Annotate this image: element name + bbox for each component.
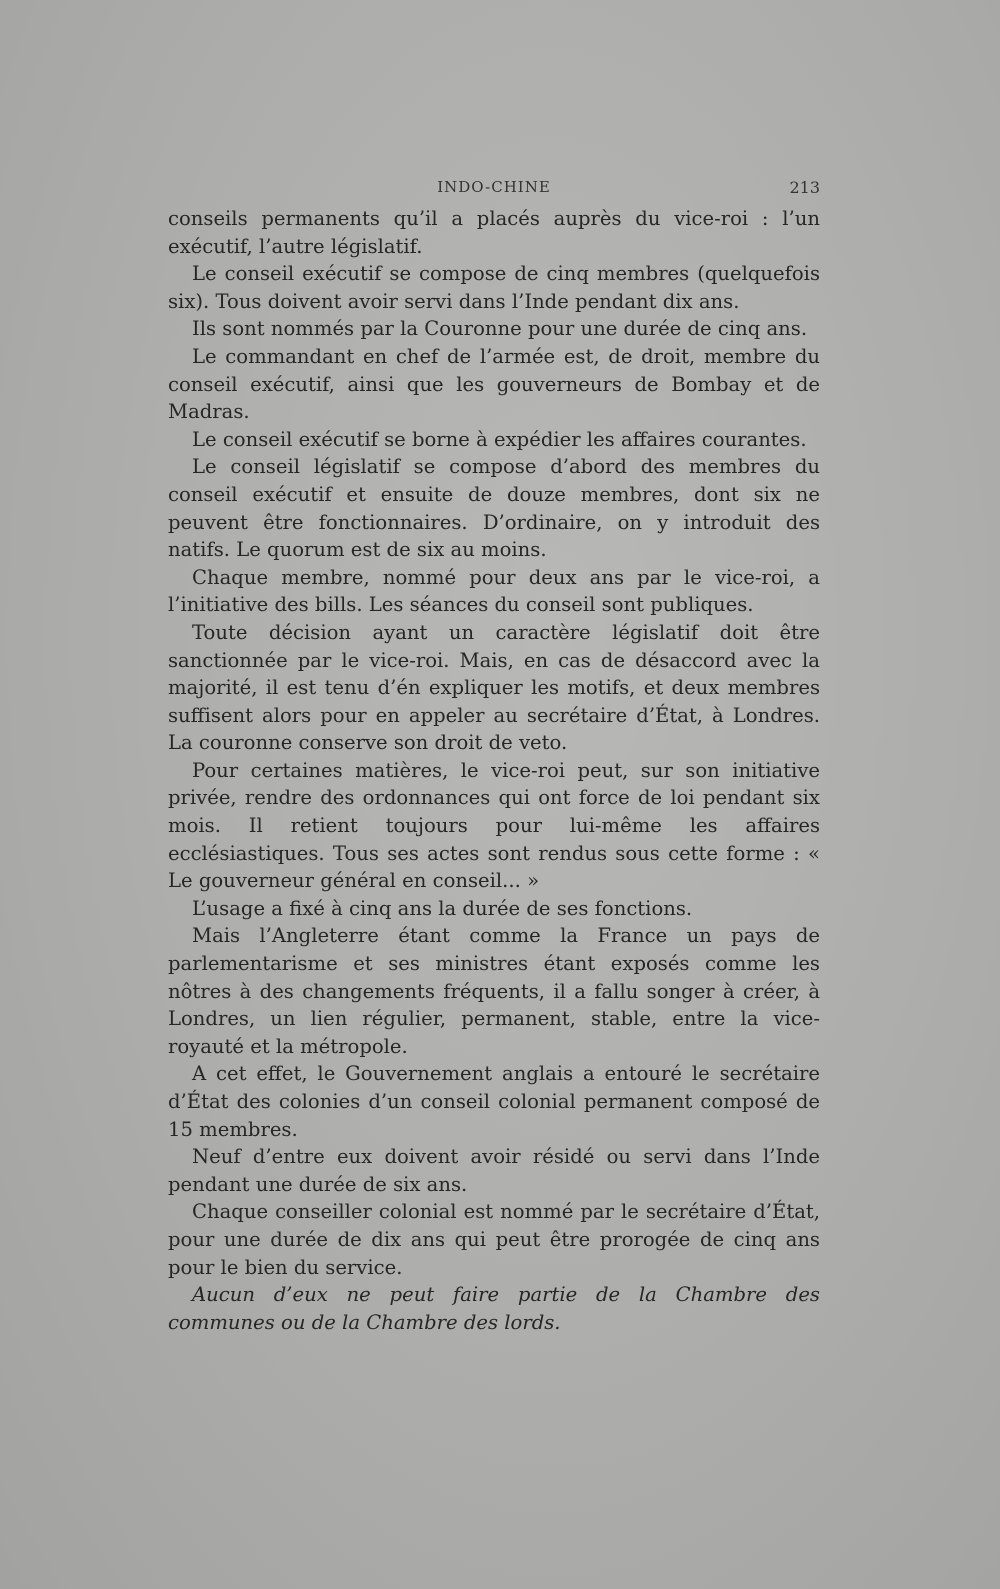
paragraph: Le conseil exécutif se borne à expédier les affaires courantes. (192, 427, 807, 451)
paragraph: Chaque conseiller colonial est nommé par le secrétaire d’État, pour une durée de dix ans qui peut être prorogée de cinq ans pour le bien du service. (168, 1200, 820, 1279)
paragraph: Le conseil exécutif se compose de cinq membres (quelquefois six). Tous doivent avoir servi dans l’Inde pendant dix ans. (168, 262, 820, 313)
paragraph: Le commandant en chef de l’armée est, de droit, membre du conseil exécutif, ainsi que les gouverneurs de Bombay et de Madras. (168, 344, 820, 424)
paragraph: Toute décision ayant un caractère législatif doit être sanctionnée par le vice-roi. Mais, en cas de désaccord avec la majorité, il est tenu d’én expliquer les motifs, et deux membres suffisent alors pour en appeler au secrétaire d’État, à Londres. La couronne conserve son droit de veto. (168, 620, 820, 755)
paragraph: A cet effet, le Gouvernement anglais a entouré le secrétaire d’État des colonies d’un conseil colonial permanent composé de 15 membres. (168, 1062, 820, 1141)
paragraph: Aucun d’eux ne peut faire partie de la Chambre des communes ou de la Chambre des lords. (168, 1283, 820, 1334)
body-text (168, 205, 820, 1336)
paragraph: Mais l’Angleterre étant comme la France un pays de parlementarisme et ses ministres étant exposés comme les nôtres à des changements fréquents, il a fallu songer à créer, à Londres, un lien régulier, permanent, stable, entre la vice-royauté et la métropole. (168, 924, 820, 1058)
paragraph: conseils permanents qu’il a placés auprès du vice-roi : l’un exécutif, l’autre législatif. (168, 207, 820, 258)
paragraph: L’usage a fixé à cinq ans la durée de ses fonctions. (192, 896, 693, 920)
page-number: 213 (789, 178, 820, 197)
paragraph: Chaque membre, nommé pour deux ans par le vice-roi, a l’initiative des bills. Les séances du conseil sont publiques. (168, 565, 820, 617)
paragraph: Le conseil législatif se compose d’abord des membres du conseil exécutif et ensuite de douze membres, dont six ne peuvent être fonctionnaires. D’ordinaire, on y introduit des natifs. Le quorum est de six au moins. (168, 455, 820, 562)
running-title: INDO-CHINE (437, 178, 551, 196)
paragraph: Ils sont nommés par la Couronne pour une durée de cinq ans. (192, 317, 808, 341)
paragraph: Pour certaines matières, le vice-roi peut, sur son initiative privée, rendre des ordonnances qui ont force de loi pendant six mois. Il retient toujours pour lui-même les affaires ecclésiastiques. Tous ses actes sont rendus sous cette forme : « Le gouverneur général en conseil... » (168, 758, 820, 893)
paragraph: Neuf d’entre eux doivent avoir résidé ou servi dans l’Inde pendant une durée de six ans. (168, 1145, 820, 1196)
page-header (168, 178, 820, 202)
